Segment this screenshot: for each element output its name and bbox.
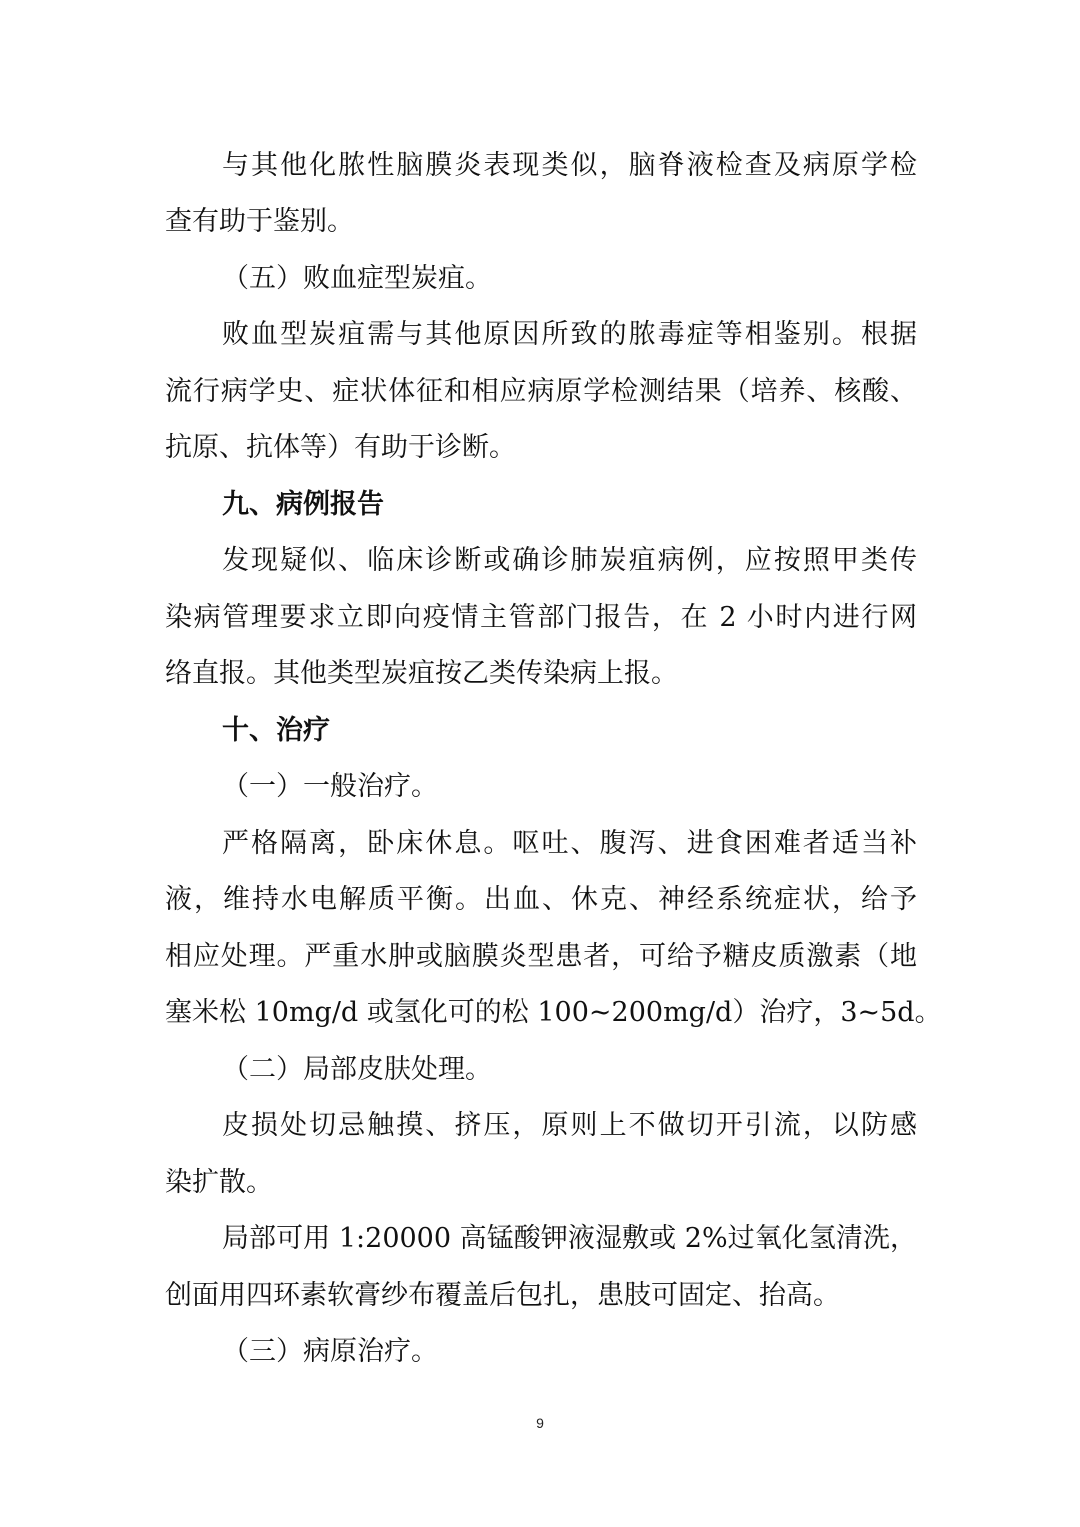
section-heading: 九、病例报告 — [222, 489, 384, 520]
paragraph-line: 败血型炭疽需与其他原因所致的脓毒症等相鉴别。根据 — [222, 319, 917, 350]
paragraph-line: 塞米松 10mg/d 或氢化可的松 100~200mg/d）治疗，3~5d。 — [165, 997, 942, 1028]
paragraph-line: 络直报。其他类型炭疽按乙类传染病上报。 — [165, 658, 678, 689]
subsection-title: （三）病原治疗。 — [222, 1336, 438, 1367]
paragraph-line: 发现疑似、临床诊断或确诊肺炭疽病例，应按照甲类传 — [222, 545, 917, 576]
paragraph-line: 液，维持水电解质平衡。出血、休克、神经系统症状，给予 — [165, 884, 917, 915]
paragraph-line: 与其他化脓性脑膜炎表现类似，脑脊液检查及病原学检 — [222, 150, 917, 181]
paragraph-line: 染病管理要求立即向疫情主管部门报告，在 2 小时内进行网 — [165, 602, 917, 633]
paragraph-line: 查有助于鉴别。 — [165, 206, 354, 237]
paragraph-line: 皮损处切忌触摸、挤压，原则上不做切开引流，以防感 — [222, 1110, 917, 1141]
paragraph-line: 抗原、抗体等）有助于诊断。 — [165, 432, 516, 463]
subsection-title: （二）局部皮肤处理。 — [222, 1054, 492, 1085]
subsection-title: （五）败血症型炭疽。 — [222, 263, 492, 294]
paragraph-line: 创面用四环素软膏纱布覆盖后包扎，患肢可固定、抬高。 — [165, 1280, 840, 1311]
paragraph-line: 相应处理。严重水肿或脑膜炎型患者，可给予糖皮质激素（地 — [165, 941, 917, 972]
paragraph-line: 流行病学史、症状体征和相应病原学检测结果（培养、核酸、 — [165, 376, 917, 407]
subsection-title: （一）一般治疗。 — [222, 771, 438, 802]
section-heading: 十、治疗 — [222, 715, 330, 746]
paragraph-line: 严格隔离，卧床休息。呕吐、腹泻、进食困难者适当补 — [222, 828, 917, 859]
page-number: 9 — [536, 1415, 544, 1431]
paragraph-line: 染扩散。 — [165, 1167, 273, 1198]
paragraph-line: 局部可用 1:20000 高锰酸钾液湿敷或 2%过氧化氢清洗， — [222, 1223, 917, 1254]
